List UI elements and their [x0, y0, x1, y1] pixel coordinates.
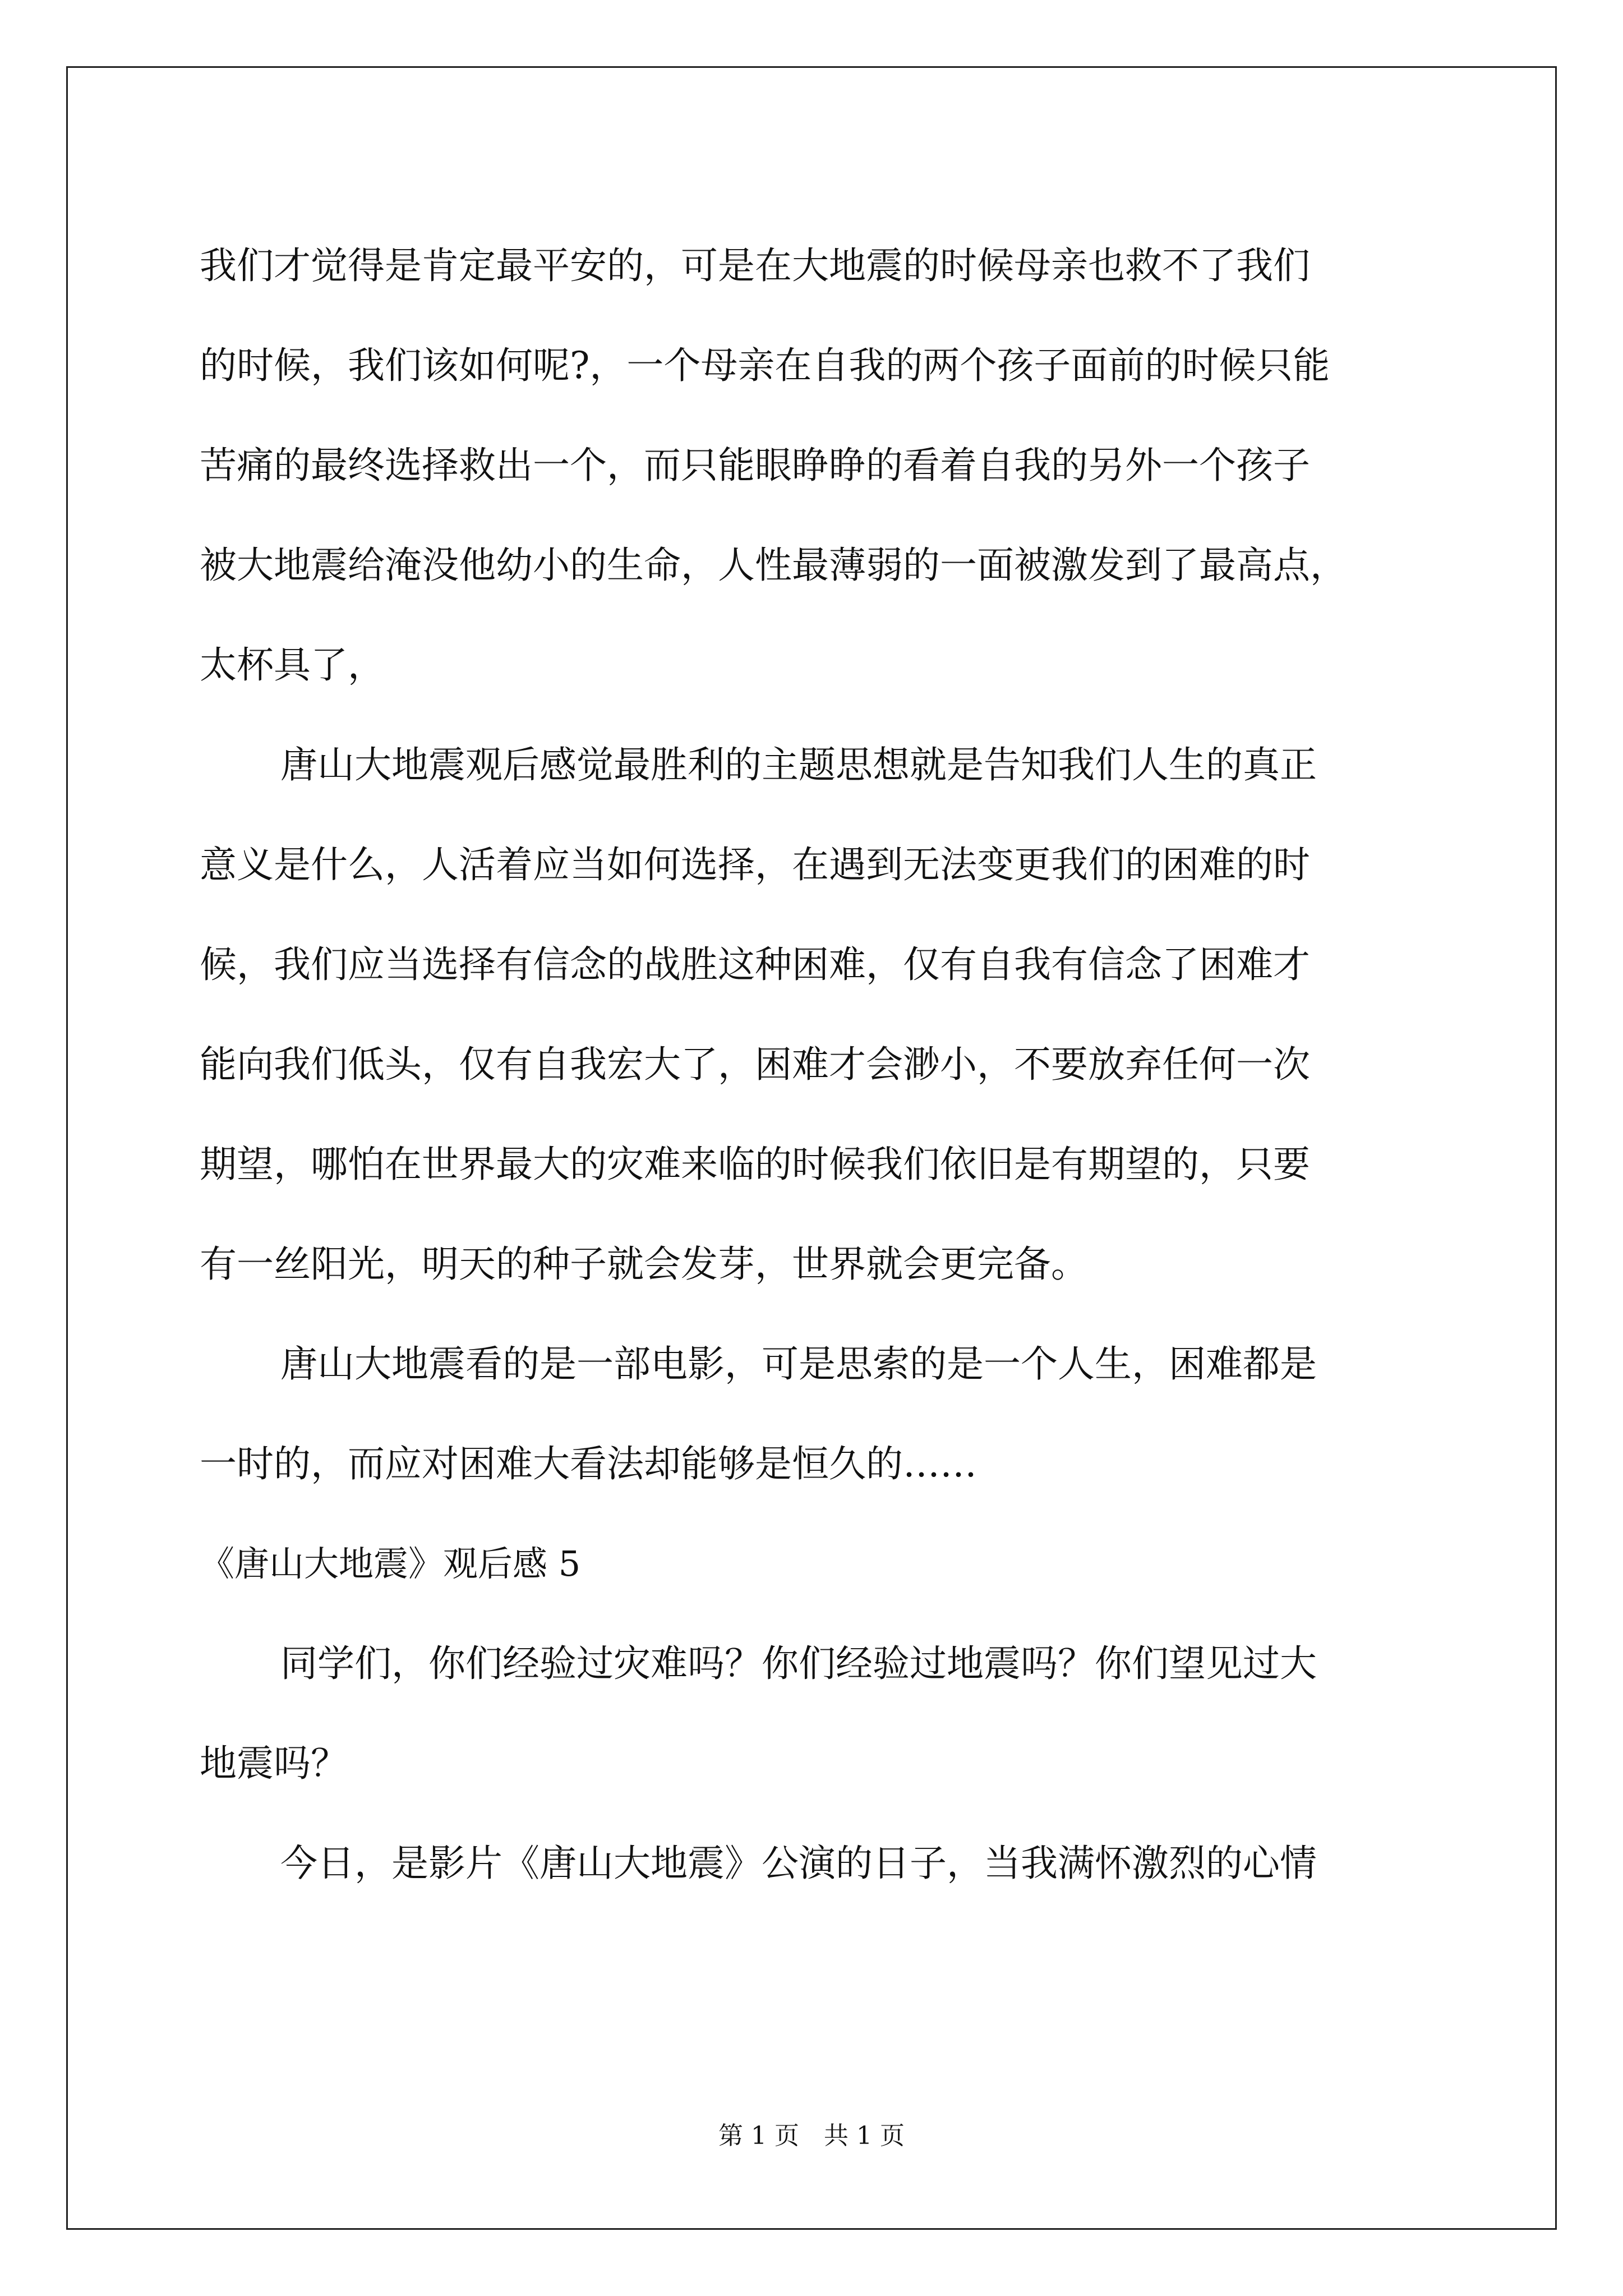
text-line: 被大地震给淹没他幼小的生命，人性最薄弱的一面被激发到了最高点， [200, 544, 1347, 587]
paragraph-start-line: 唐山大地震观后感觉最胜利的主题思想就是告知我们人生的真正 [280, 743, 1317, 786]
text-line: 意义是什么，人活着应当如何选择，在遇到无法变更我们的困难的时 [200, 843, 1310, 886]
text-line: 地震吗？ [200, 1742, 348, 1785]
paragraph-start-line: 同学们，你们经验过灾难吗？你们经验过地震吗？你们望见过大 [280, 1642, 1317, 1685]
document-body [200, 216, 1422, 1913]
text-line: 太杯具了， [200, 643, 385, 687]
text-line: 有一丝阳光，明天的种子就会发芽，世界就会更完备。 [200, 1243, 1088, 1286]
text-line: 期望，哪怕在世界最大的灾难来临的时候我们依旧是有期望的，只要 [200, 1143, 1310, 1186]
paragraph-start-line: 今日，是影片《唐山大地震》公演的日子，当我满怀激烈的心情 [280, 1842, 1317, 1885]
section-heading: 《唐山大地震》观后感 5 [200, 1543, 581, 1584]
text-line: 候，我们应当选择有信念的战胜这种困难，仅有自我有信念了困难才 [200, 943, 1310, 986]
page-number-footer: 第 1 页 共 1 页 [718, 2122, 905, 2150]
text-line: 能向我们低头，仅有自我宏大了，困难才会渺小，不要放弃任何一次 [200, 1043, 1310, 1086]
text-line: 的时候，我们该如何呢?，一个母亲在自我的两个孩子面前的时候只能 [200, 344, 1330, 387]
text-line: 一时的，而应对困难大看法却能够是恒久的…… [200, 1442, 977, 1485]
text-line: 我们才觉得是肯定最平安的，可是在大地震的时候母亲也救不了我们 [200, 244, 1310, 287]
paragraph-start-line: 唐山大地震看的是一部电影，可是思索的是一个人生，困难都是 [280, 1342, 1317, 1386]
text-line: 苦痛的最终选择救出一个，而只能眼睁睁的看着自我的另外一个孩子 [200, 444, 1310, 487]
